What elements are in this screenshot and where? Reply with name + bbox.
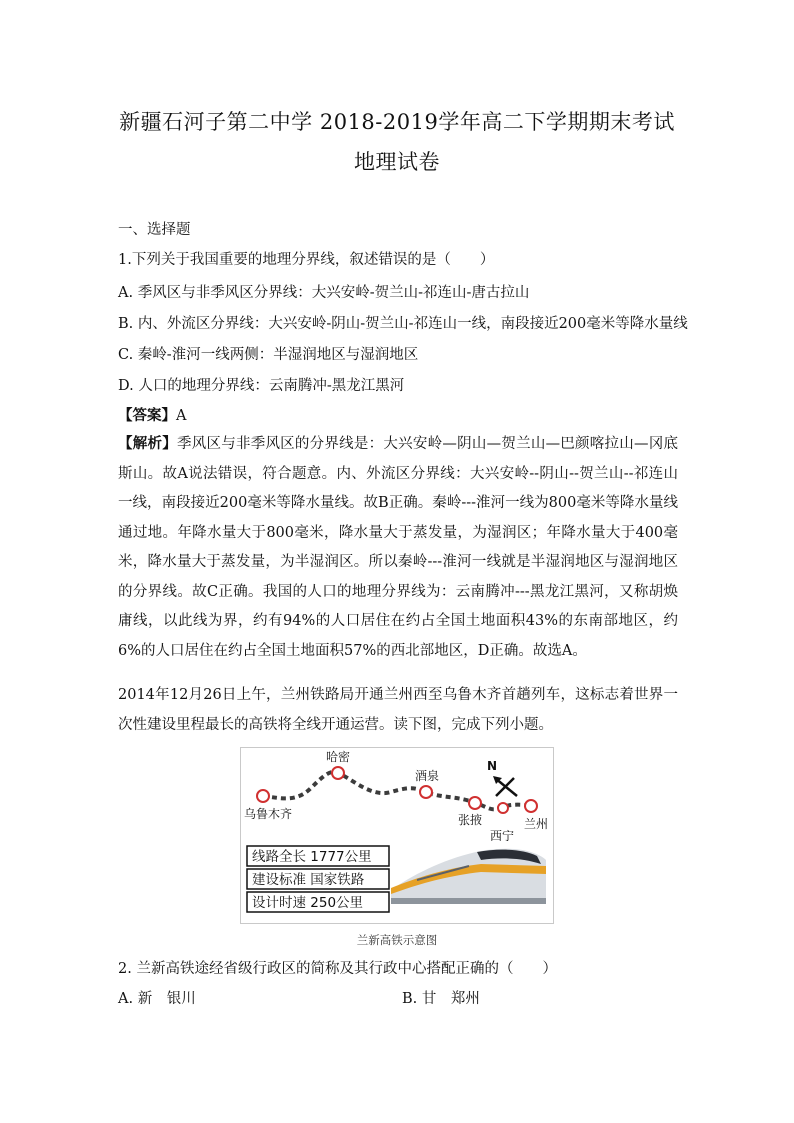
question-2-stem: 2. 兰新高铁途经省级行政区的简称及其行政中心搭配正确的（ ） [118, 961, 557, 977]
question-1-option-c: C. 秦岭-淮河一线两侧：半湿润地区与湿润地区 [118, 347, 419, 363]
info-construction-standard: 建设标准 国家铁路 [252, 872, 365, 888]
question-2-option-a: A. 新 银川 [118, 991, 196, 1007]
station-marker-hami [332, 767, 344, 779]
station-label-hami: 哈密 [326, 750, 351, 764]
station-marker-zhangye [469, 797, 481, 809]
station-marker-lanzhou [525, 800, 537, 812]
question-1-option-d: D. 人口的地理分界线：云南腾冲-黑龙江黑河 [118, 378, 405, 394]
question-1-analysis [118, 429, 678, 666]
answer-value: A [176, 408, 187, 424]
question-2-option-b: B. 甘 郑州 [402, 991, 480, 1007]
analysis-text: 季风区与非季风区的分界线是：大兴安岭—阴山—贺兰山—巴颜喀拉山—冈底斯山。故A说法错误，符合题意。内、外流区分界线：大兴安岭--阴山--贺兰山--祁连山一线，南段接近200毫米等降水量线。故B正确。秦岭---淮河一线为800毫米等降水量线通过地。年降水量大于800毫米，降水量大于蒸发量，为湿润区；年降水量大于400毫米，降水量大于蒸发量，为半湿润区。所以秦岭---淮河一线就是半湿润地区与湿润地区的分界线。故C正确。我国的人口的地理分界线为：云南腾冲---黑龙江黑河，又称胡焕庸线，以此线为界，约有94%的人口居住在约占全国土地面积43%的东南部地区，约6%的人口居住在约占全国土地面积57%的西北部地区，D正确。故选A。 [118, 436, 679, 659]
station-label-xining: 西宁 [490, 829, 515, 843]
question-1-option-a: A. 季风区与非季风区分界线：大兴安岭-贺兰山-祁连山-唐古拉山 [118, 285, 530, 301]
exam-title: 新疆石河子第二中学 2018-2019学年高二下学期期末考试 [119, 110, 675, 134]
station-label-zhangye: 张掖 [458, 813, 483, 827]
answer-label: 【答案】 [118, 407, 176, 424]
station-label-lanzhou: 兰州 [524, 817, 549, 831]
station-marker-urumqi [257, 790, 269, 802]
station-label-urumqi: 乌鲁木齐 [244, 807, 293, 821]
question-1-option-b: B. 内、外流区分界线：大兴安岭-阴山-贺兰山-祁连山一线，南段接近200毫米等降水量线 [118, 316, 688, 332]
exam-subtitle: 地理试卷 [354, 150, 440, 174]
question-1-answer [118, 404, 678, 425]
station-marker-xining [498, 803, 508, 813]
station-label-jiuquan: 酒泉 [415, 769, 440, 783]
figure-caption: 兰新高铁示意图 [356, 933, 438, 947]
train-illustration [391, 849, 546, 904]
railway-map-figure [240, 747, 554, 924]
railway-route-line [263, 772, 531, 809]
railway-map-svg [241, 748, 553, 923]
info-design-speed: 设计时速 250公里 [252, 895, 364, 911]
question-1-stem: 1.下列关于我国重要的地理分界线，叙述错误的是（ ） [118, 252, 495, 268]
material-intro: 2014年12月26日上午，兰州铁路局开通兰州西至乌鲁木齐首趟列车，这标志着世界一次性建设里程最长的高铁将全线开通运营。读下图，完成下列小题。 [118, 687, 678, 733]
analysis-label: 【解析】 [118, 435, 177, 452]
compass-north-arrow [487, 759, 517, 796]
station-marker-jiuquan [420, 786, 432, 798]
info-route-length: 线路全长 1777公里 [252, 849, 372, 865]
route-info-boxes [247, 846, 389, 912]
section-heading: 一、选择题 [118, 222, 191, 238]
compass-n-label: N [487, 759, 498, 773]
